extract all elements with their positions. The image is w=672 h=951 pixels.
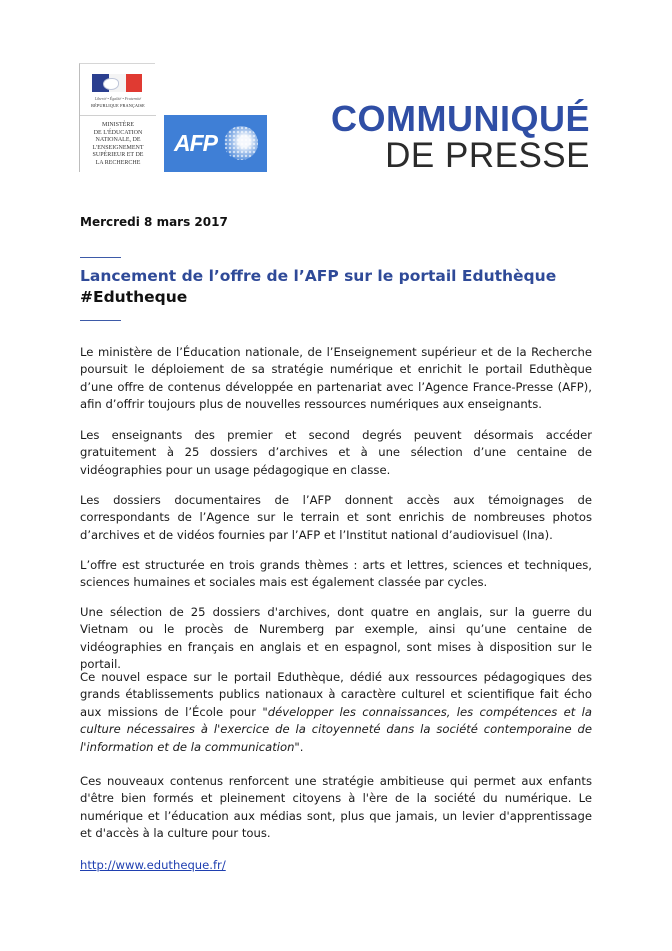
globe-icon xyxy=(224,126,258,160)
title-communique: COMMUNIQUÉ xyxy=(331,98,590,139)
afp-logo-text: AFP xyxy=(174,130,217,156)
paragraph-6 xyxy=(80,669,592,756)
ministry-name xyxy=(82,122,154,168)
paragraph-7: Ces nouveaux contenus renforcent une stratégie ambitieuse qui permet aux enfants d'être bien formés et pleinement citoyens à l'ère de la société du numérique. Le numérique et l’éducation aux médias sont, plus que jamais, un levier d'apprentissage et d'accès à la culture pour tous. xyxy=(80,774,592,841)
paragraph-5: Une sélection de 25 dossiers d'archives, dont quatre en anglais, sur la guerre du Vietnam ou le procès de Nuremberg par exemple, ainsi qu’une centaine de vidéographies en français en anglais et en espagnol, sont mises à disposition sur le portail. xyxy=(80,605,592,672)
ministry-line: L'ENSEIGNEMENT xyxy=(92,144,144,151)
headline xyxy=(80,266,556,308)
ministry-logo xyxy=(79,63,155,172)
rule-top xyxy=(80,257,121,258)
edutheque-link[interactable]: http://www.edutheque.fr/ xyxy=(80,858,226,872)
republic-motto: Liberté • Égalité • Fraternité xyxy=(94,96,142,101)
ministry-line: NATIONALE, DE xyxy=(95,137,141,144)
republic-name: RÉPUBLIQUE FRANÇAISE xyxy=(91,103,145,108)
paragraph-4: L’offre est structurée en trois grands thèmes : arts et lettres, sciences et techniques, sciences humaines et sociales mais est également classée par cycles. xyxy=(80,558,592,590)
press-release-title xyxy=(331,98,590,175)
paragraph-6-quote: "développer les connaissances, les compétences et la culture nécessaires à l'exercice de la citoyenneté dans la société contemporaine de l'information et de la communication" xyxy=(80,704,592,754)
afp-logo xyxy=(164,115,267,172)
ministry-line: MINISTÈRE xyxy=(102,122,134,128)
paragraph-2: Les enseignants des premier et second degrés peuvent désormais accéder gratuitement à 25 dossiers d’archives et à une sélection d’une centaine de vidéographies pour un usage pédagogique en classe. xyxy=(80,428,592,477)
ministry-line: SUPÉRIEUR ET DE xyxy=(92,152,144,159)
paragraph-1: Le ministère de l’Éducation nationale, de l’Enseignement supérieur et de la Recherche poursuit le déploiement de sa stratégie numérique et enrichit le portail Eduthèque d’une offre de contenus développée en partenariat avec l’Agence France-Presse (AFP), afin d’offrir toujours plus de nouvelles ressources numériques aux enseignants. xyxy=(80,345,592,412)
paragraph-6-end: . xyxy=(299,739,304,754)
ministry-line: DE L'ÉDUCATION xyxy=(93,129,143,136)
logo-divider xyxy=(80,115,156,116)
ministry-line: LA RECHERCHE xyxy=(95,159,141,166)
release-date: Mercredi 8 mars 2017 xyxy=(80,215,228,229)
paragraph-6-intro: Ce nouvel espace sur le portail Eduthèque, dédié aux ressources pédagogiques des grands établissements publics nationaux à caractère culturel et scientifique fait écho aux missions de l’École pour xyxy=(80,670,592,719)
marianne-flag-icon xyxy=(92,74,142,92)
rule-bottom xyxy=(80,320,121,321)
headline-hashtag: #Edutheque xyxy=(80,288,188,306)
paragraph-3: Les dossiers documentaires de l’AFP donnent accès aux témoignages de correspondants de l’Agence sur le terrain et sont enrichis de nombreuses photos d’archives et de vidéos fournies par l’AFP et l’Institut national d’audiovisuel (Ina). xyxy=(80,493,592,542)
headline-title: Lancement de l’offre de l’AFP sur le portail Eduthèque xyxy=(80,267,557,285)
title-de-presse: DE PRESSE xyxy=(385,136,590,175)
